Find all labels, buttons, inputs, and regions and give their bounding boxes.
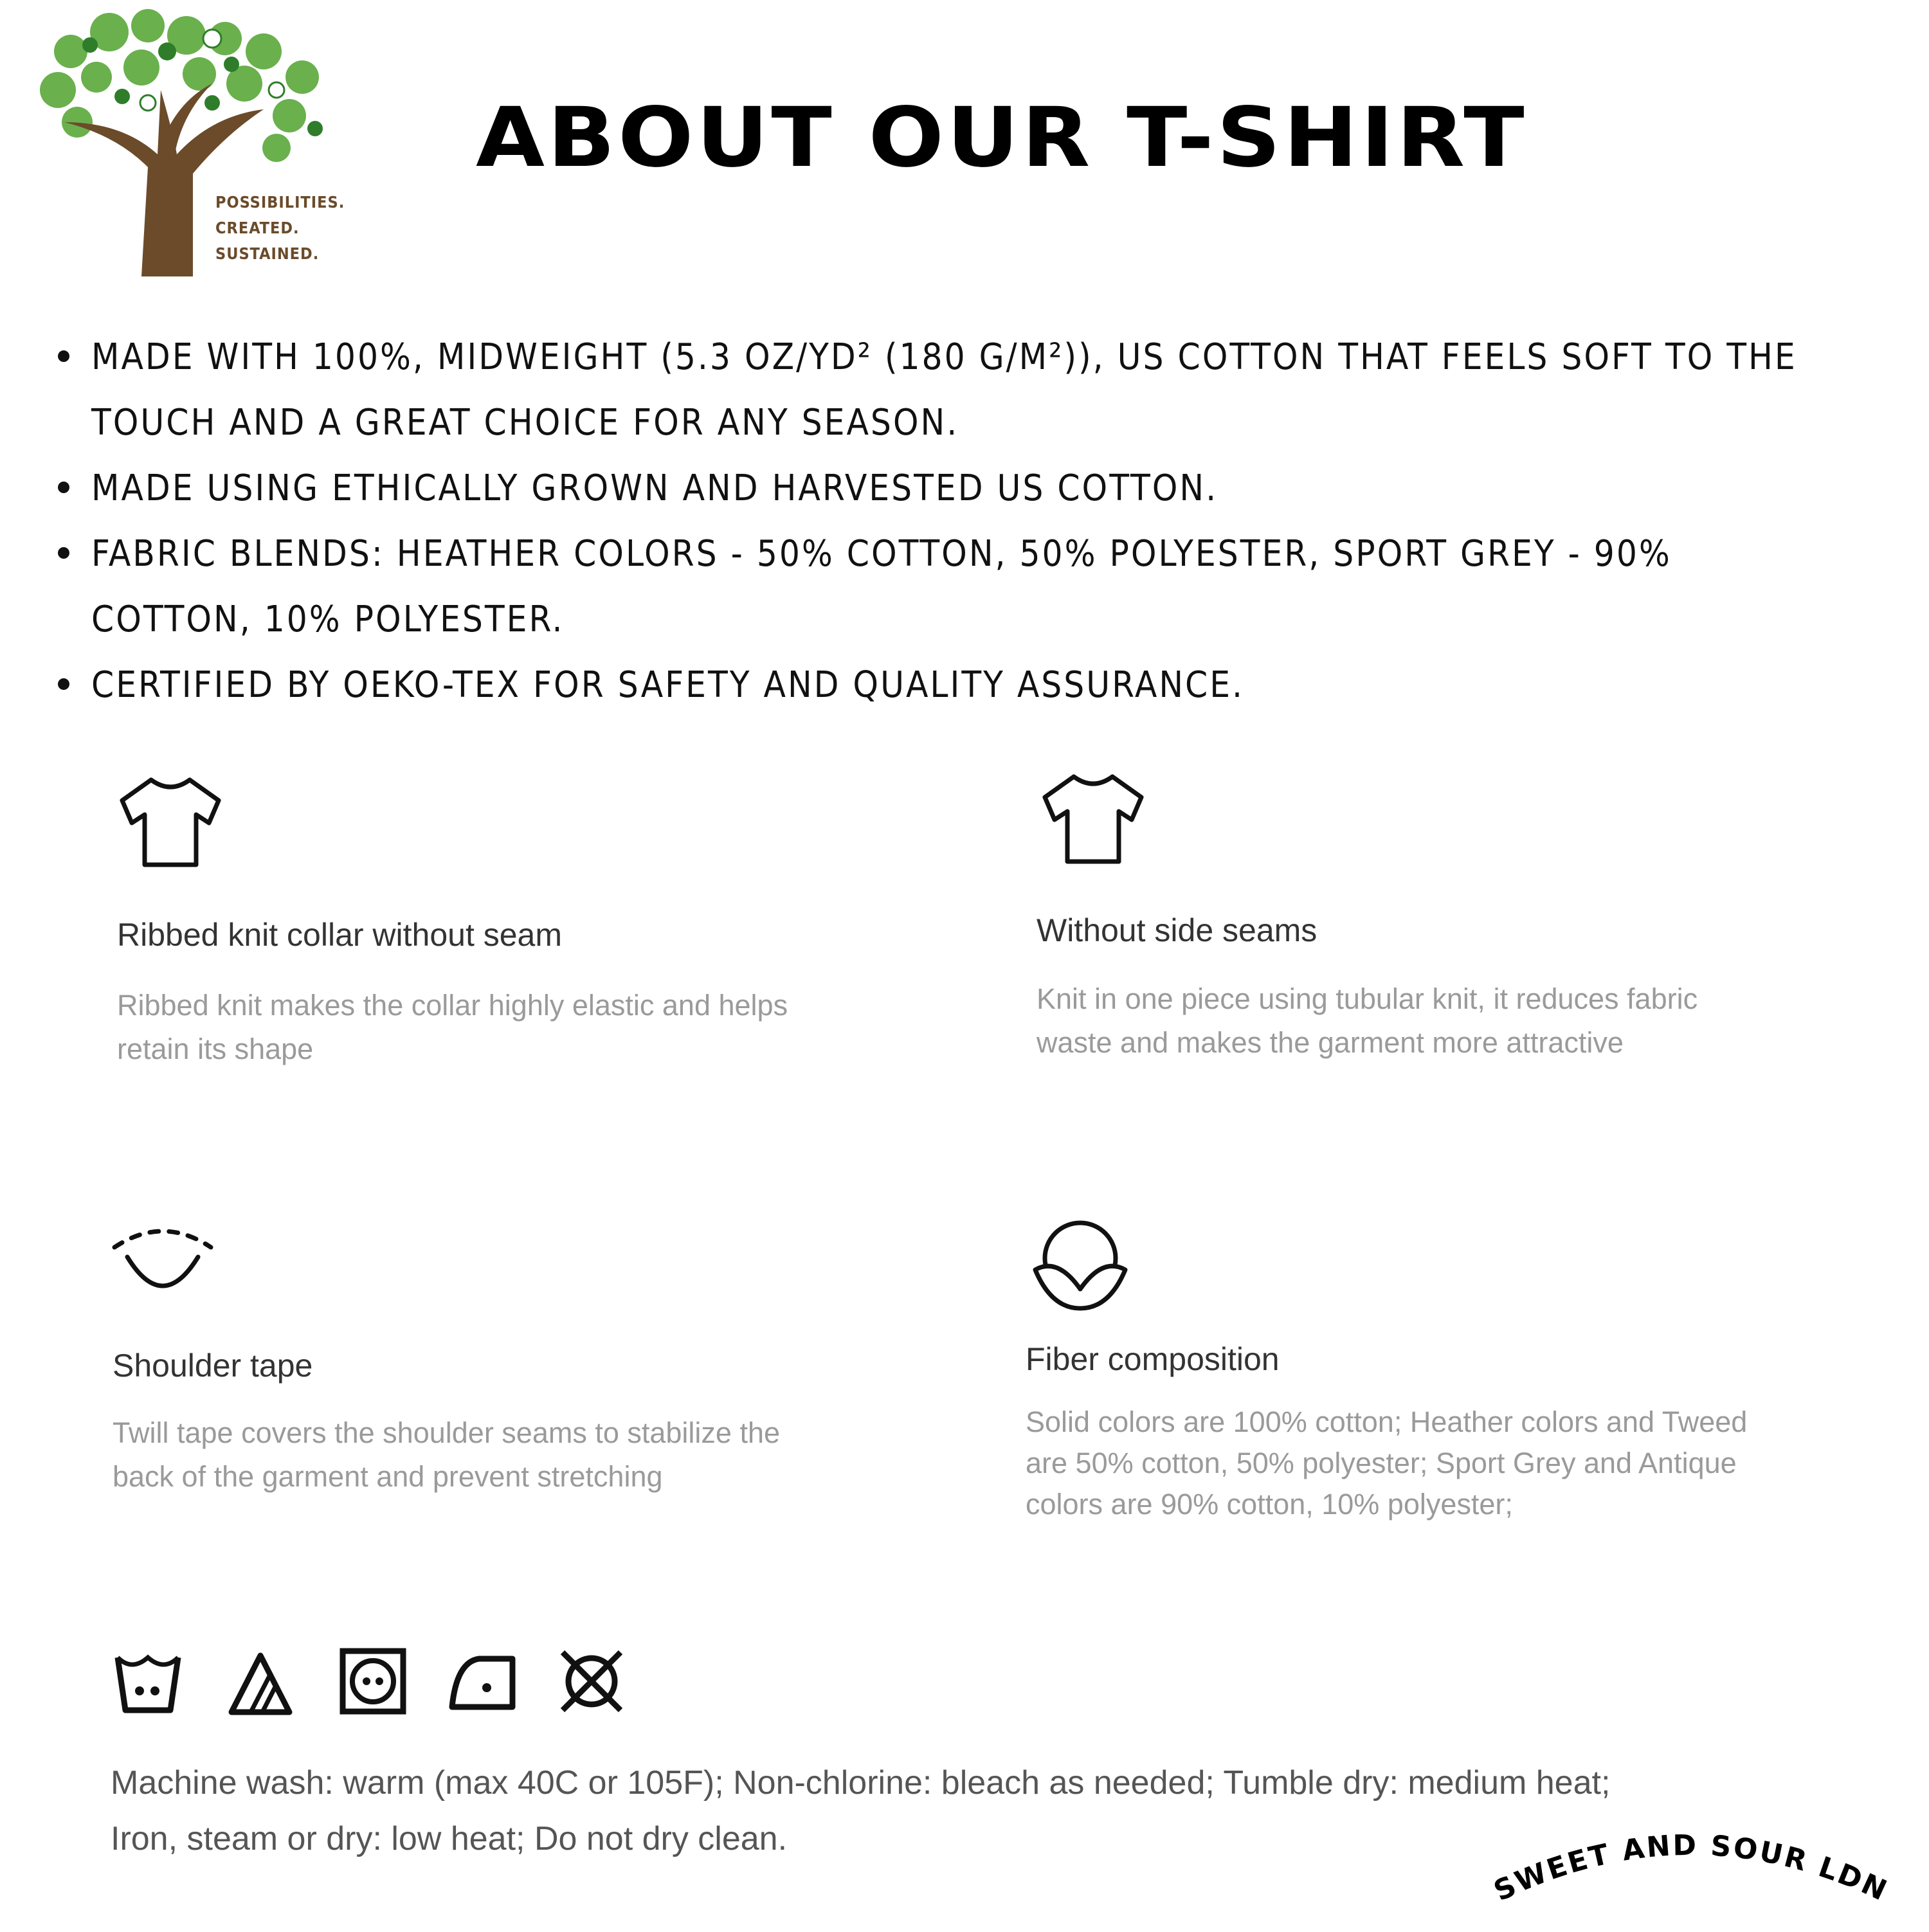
feature-collar	[116, 768, 225, 881]
logo-caption-line: CREATED.	[215, 219, 300, 237]
list-item	[58, 456, 1743, 521]
svg-text:SWEET AND SOUR LDN	[1489, 1829, 1894, 1908]
feature-description-line: are 50% cotton, 50% polyester; Sport Grey and Antique	[1026, 1447, 1737, 1479]
bullet-text: TOUCH AND A GREAT CHOICE FOR ANY SEASON.	[91, 402, 959, 444]
bullet-text: FABRIC BLENDS: HEATHER COLORS - 50% COTTON, 50% POLYESTER, SPORT GREY - 90%	[91, 533, 1672, 575]
logo-caption-line: POSSIBILITIES.	[215, 193, 345, 212]
feature-description-line: retain its shape	[117, 1033, 314, 1065]
do-not-dry-clean-icon	[556, 1646, 627, 1720]
care-instructions-line: Iron, steam or dry: low heat; Do not dry clean.	[111, 1820, 788, 1857]
brand-stamp	[1453, 1819, 1929, 1929]
feature-description	[113, 1411, 780, 1499]
iron-low-heat-icon	[447, 1646, 518, 1720]
shoulder-tape-icon	[108, 1218, 217, 1328]
feature-description-line: Ribbed knit makes the collar highly elastic and helps	[117, 989, 788, 1022]
feature-fiber-composition	[1026, 1212, 1135, 1324]
features-bullet-list	[58, 325, 1797, 718]
list-item	[58, 325, 1797, 456]
feature-description	[1037, 977, 1698, 1065]
logo	[19, 6, 354, 276]
bullet-text: COTTON, 10% POLYESTER.	[91, 599, 565, 640]
feature-description-line: Knit in one piece using tubular knit, it reduces fabric	[1037, 982, 1698, 1015]
care-instructions-line: Machine wash: warm (max 40C or 105F); Non-chlorine: bleach as needed; Tumble dry: medium heat;	[111, 1764, 1611, 1801]
non-chlorine-bleach-icon	[225, 1649, 296, 1723]
bullet-text: MADE USING ETHICALLY GROWN AND HARVESTED US COTTON.	[91, 467, 1218, 509]
feature-title: Ribbed knit collar without seam	[117, 917, 562, 953]
tshirt-icon	[116, 768, 225, 878]
feature-title: Fiber composition	[1026, 1341, 1280, 1377]
feature-description-line: back of the garment and prevent stretching	[113, 1460, 663, 1493]
logo-caption	[215, 190, 363, 267]
machine-wash-warm-icon	[113, 1646, 183, 1720]
feature-description	[117, 984, 788, 1071]
bullet-text: MADE WITH 100%, MIDWEIGHT (5.3 OZ/YD² (180 G/M²)), US COTTON THAT FEELS SOFT TO THE	[91, 336, 1797, 378]
feature-shoulder-tape	[108, 1218, 217, 1331]
logo-caption-line: SUSTAINED.	[215, 244, 320, 263]
feature-description	[1026, 1402, 1747, 1525]
fiber-icon	[1026, 1212, 1135, 1321]
feature-title: Without side seams	[1037, 912, 1318, 948]
feature-title: Shoulder tape	[113, 1348, 313, 1384]
feature-description-line: Twill tape covers the shoulder seams to stabilize the	[113, 1416, 781, 1449]
page-title: ABOUT OUR T-SHIRT	[476, 90, 1527, 186]
feature-description-line: waste and makes the garment more attractive	[1037, 1026, 1624, 1059]
feature-description-line: Solid colors are 100% cotton; Heather colors and Tweed	[1026, 1405, 1748, 1438]
tshirt-icon	[1038, 765, 1148, 874]
list-item	[58, 521, 1743, 653]
feature-description-line: colors are 90% cotton, 10% polyester;	[1026, 1488, 1513, 1521]
brand-stamp-text: SWEET AND SOUR LDN	[1489, 1828, 1894, 1908]
feature-side-seams	[1038, 765, 1148, 878]
tumble-dry-medium-icon	[338, 1646, 408, 1720]
bullet-text: CERTIFIED BY OEKO-TEX FOR SAFETY AND QUALITY ASSURANCE.	[91, 664, 1245, 706]
list-item	[58, 653, 1743, 718]
